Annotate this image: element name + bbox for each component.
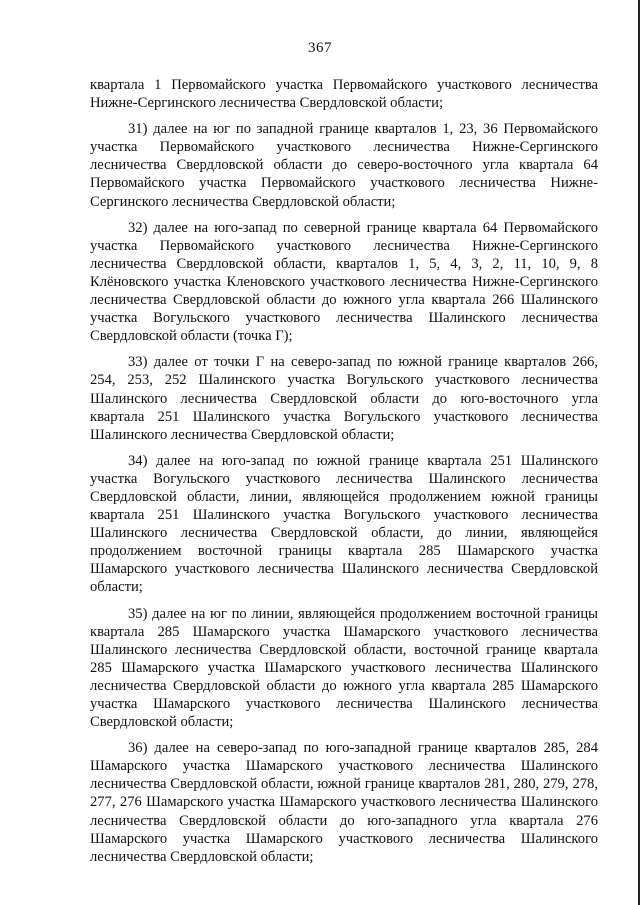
paragraph-33: 33) далее от точки Г на северо-запад по южной границе кварталов 266, 254, 253, 252 Шалинского участка Вогульского участкового лесничества Шалинского лесничества Свердловской области до юго-восточного угла квартала 251 Шалинского участка Вогульского участкового лесничества Шалинского лесничества Свердловской области; (90, 354, 598, 443)
paragraph-continuation: квартала 1 Первомайского участка Первомайского участкового лесничества Нижне-Сергинского лесничества Свердловской области; (90, 77, 598, 112)
paragraph-31: 31) далее на юг по западной границе кварталов 1, 23, 36 Первомайского участка Первомайского участкового лесничества Нижне-Сергинского лесничества Свердловской области до северо-восточного угла квартала 64 Первомайского участка Первомайского участкового лесничества Нижне-Сергинского лесничества Свердловской области; (90, 121, 598, 210)
page-number: 367 (308, 40, 332, 56)
document-body (90, 76, 598, 874)
paragraph-36: 36) далее на северо-запад по юго-западной границе кварталов 285, 284 Шамарского участка Шамарского участкового лесничества Шалинского лесничества Свердловской области, южной границе кварталов 281, 280, 279, 278, 277, 276 Шамарского участка Шамарского участкового лесничества Шалинского лесничества Свердловской области до юго-западного угла квартала 276 Шамарского участка Шамарского участкового лесничества Шалинского лесничества Свердловской области; (90, 740, 598, 865)
paragraph-34: 34) далее на юго-запад по южной границе квартала 251 Шалинского участка Вогульского участкового лесничества Шалинского лесничества Свердловской области, линии, являющейся продолжением южной границы квартала 251 Шалинского участка Вогульского участкового лесничества Шалинского лесничества Свердловской области, до линии, являющейся продолжением восточной границы квартала 285 Шамарского участка Шамарского участкового лесничества Шалинского лесничества Свердловской области; (90, 452, 598, 596)
paragraph-32: 32) далее на юго-запад по северной границе квартала 64 Первомайского участка Первомайского участкового лесничества Нижне-Сергинского лесничества Свердловской области, кварталов 1, 5, 4, 3, 2, 11, 10, 9, 8 Клёновского участка Кленовского участкового лесничества Нижне-Сергинского лесничества Свердловской области до южного угла квартала 266 Шалинского участка Вогульского участкового лесничества Шалинского лесничества Свердловской области (точка Г); (90, 219, 598, 345)
paragraph-35: 35) далее на юг по линии, являющейся продолжением восточной границы квартала 285 Шамарского участка Шамарского участкового лесничества Шалинского лесничества Свердловской области, восточной границе квартала 285 Шамарского участка Шамарского участкового лесничества Шалинского лесничества Свердловской области до южного угла квартала 285 Шамарского участка Шамарского участкового лесничества Шалинского лесничества Свердловской области; (90, 605, 598, 731)
